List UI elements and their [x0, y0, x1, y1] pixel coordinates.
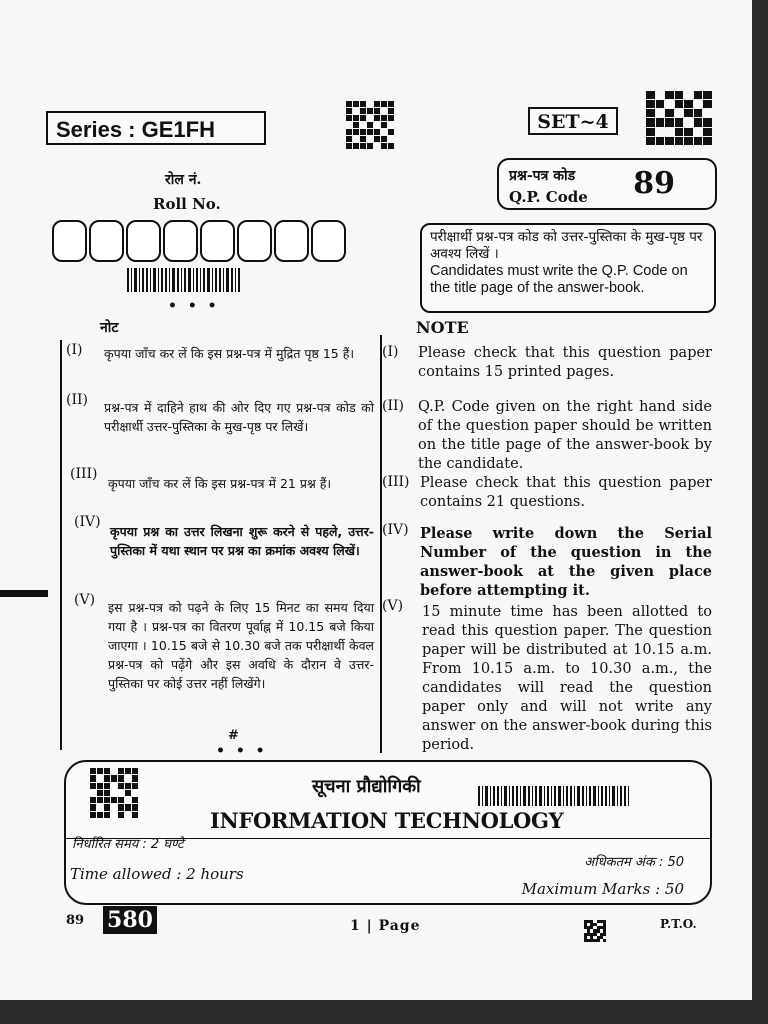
roll-digit-box [89, 220, 124, 262]
note-item-en: 15 minute time has been allotted to read this question paper. The question paper will be distributed at 10.15 a.m. From 10.15 a.m. to 10.30 a.m., the candidates will read the question paper only and will not write any answer on the answer-book during this period. [422, 604, 712, 753]
left-bracket-line [60, 340, 62, 750]
page-number: 1 | Page [350, 918, 421, 934]
note-title-hi: नोट [100, 320, 119, 336]
instruction-en: Candidates must write the Q.P. Code on the title page of the answer-book. [430, 263, 688, 296]
note-number: (II) [66, 392, 88, 408]
barcode-subject [478, 786, 631, 806]
roll-digit-box [163, 220, 198, 262]
note-number: (III) [70, 466, 98, 482]
end-dots: • • • [216, 743, 268, 759]
note-item-en: Please write down the Serial Number of the question in the answer-book at the given place before attempting it. [420, 525, 712, 599]
qp-code-label-hi: प्रश्न-पत्र कोड [509, 168, 576, 184]
note-number: (III) [382, 474, 410, 490]
roll-digit-box [311, 220, 346, 262]
qr-code-footer [584, 920, 606, 942]
note-number: (I) [66, 342, 83, 358]
note-item-hi: कृपया जाँच कर लें कि इस प्रश्न-पत्र में मुद्रित पृष्ठ 15 हैं। [104, 346, 355, 361]
time-allowed-en: Time allowed : 2 hours [70, 865, 244, 883]
roll-digit-box [274, 220, 309, 262]
note-item-hi: कृपया जाँच कर लें कि इस प्रश्न-पत्र में 21 प्रश्न हैं। [108, 476, 332, 491]
instruction-box [420, 223, 716, 313]
roll-digit-box [52, 220, 87, 262]
set-label: SET~4 [528, 107, 618, 135]
roll-digit-box [237, 220, 272, 262]
time-allowed-hi: निर्धारित समय : 2 घण्टे [72, 837, 184, 852]
separator-dots: • • • [168, 298, 220, 314]
note-number: (IV) [74, 514, 101, 530]
note-item-hi: प्रश्न-पत्र में दाहिने हाथ की ओर दिए गए प्रश्न-पत्र कोड को परीक्षार्थी उत्तर-पुस्तिका के मुख-पृष्ठ पर लिखें। [104, 400, 374, 434]
footer-number-badge: 580 [103, 906, 157, 934]
qr-code-subject [90, 768, 138, 818]
datamatrix-code [646, 91, 712, 145]
max-marks-hi: अधिकतम अंक : 50 [584, 855, 684, 870]
qp-code-value: 89 [633, 166, 675, 201]
subject-title-hi: सूचना प्रौद्योगिकी [312, 776, 421, 797]
note-number: (IV) [382, 522, 409, 538]
edge-mark [0, 590, 48, 597]
subject-title-en: INFORMATION TECHNOLOGY [210, 808, 564, 833]
footer-code: 89 [66, 913, 85, 928]
roll-label-hi: रोल नं. [165, 172, 202, 188]
qp-code-box [497, 158, 717, 210]
hash-mark: # [228, 728, 239, 743]
roll-label-en: Roll No. [153, 195, 221, 213]
qp-code-label-en: Q.P. Code [509, 188, 588, 206]
max-marks-en: Maximum Marks : 50 [521, 880, 684, 898]
note-item-en: Q.P. Code given on the right hand side of the question paper should be written on the title page of the answer-book by the candidate. [418, 399, 712, 472]
note-item-en: Please check that this question paper contains 15 printed pages. [418, 345, 712, 380]
barcode-roll [127, 268, 242, 292]
qr-code-top [346, 101, 394, 149]
pto-label: P.T.O. [660, 917, 697, 931]
note-item-hi: इस प्रश्न-पत्र को पढ़ने के लिए 15 मिनट का समय दिया गया है । प्रश्न-पत्र का वितरण पूर्वाह्न में 10.15 बजे किया जाएगा । 10.15 बजे से 10.30 बजे तक परीक्षार्थी केवल प्रश्न-पत्र को पढ़ेंगे और इस अवधि के दौरान वे उत्तर-पुस्तिका पर कोई उत्तर नहीं लिखेंगे। [108, 600, 374, 691]
roll-digit-box [126, 220, 161, 262]
note-title-en: NOTE [416, 318, 469, 337]
series-label: Series : GE1FH [46, 111, 266, 145]
note-number: (V) [382, 598, 404, 614]
roll-digit-box [200, 220, 235, 262]
note-item-hi: कृपया प्रश्न का उत्तर लिखना शुरू करने से पहले, उत्तर-पुस्तिका में यथा स्थान पर प्रश्न का क्रमांक अवश्य लिखें। [110, 524, 374, 558]
note-number: (I) [382, 344, 399, 360]
roll-number-boxes [52, 220, 346, 262]
note-item-en: Please check that this question paper contains 21 questions. [420, 475, 712, 510]
note-number: (V) [74, 592, 96, 608]
instruction-hi: परीक्षार्थी प्रश्न-पत्र कोड को उत्तर-पुस्तिका के मुख-पृष्ठ पर अवश्य लिखें । [430, 229, 703, 262]
note-number: (II) [382, 398, 404, 414]
